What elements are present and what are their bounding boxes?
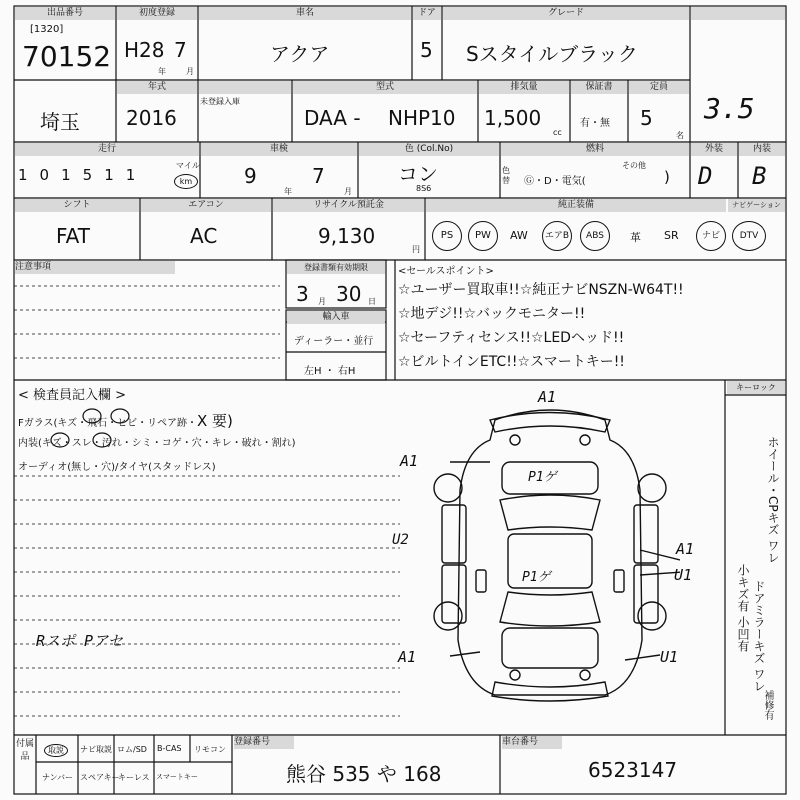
warranty-label: 保証書	[571, 81, 627, 94]
fuel-other-label: その他	[622, 161, 646, 170]
fuel-close: )	[664, 168, 670, 186]
inspector-audio: オーディオ(無し・穴)/タイヤ(スタッドレス)	[18, 462, 216, 473]
inspector-interior: 内装(キズ・スレ・汚れ・シミ・コゲ・穴・キレ・破れ・割れ)	[18, 438, 296, 449]
diagram-mark-p1-front: P1ゲ	[528, 470, 557, 485]
color-code: 8S6	[416, 184, 432, 193]
equip-ps-icon: PS	[432, 221, 462, 251]
color-change: 色替	[502, 166, 510, 185]
lot-number: 70152	[22, 40, 112, 73]
first-reg-month: 7	[174, 38, 187, 62]
exterior-label: 外装	[691, 143, 737, 156]
aircon-label: エアコン	[141, 199, 271, 212]
accessory-spare-key: スペアキー	[80, 773, 120, 782]
first-reg-label: 初度登録	[117, 7, 197, 20]
lot-venue: [1320]	[30, 24, 64, 35]
shift-label: シフト	[15, 199, 139, 212]
import-handle: 左H ・ 右H	[304, 366, 356, 377]
first-reg-tsuki: 月	[186, 67, 194, 76]
score-value: 3.5	[704, 92, 755, 125]
mileage-label: 走行	[15, 143, 199, 156]
region: 埼玉	[40, 110, 80, 134]
car-body-diagram	[420, 400, 680, 720]
accessory-remote: リモコン	[194, 745, 226, 754]
accessory-navi-manual: ナビ取説	[80, 745, 112, 754]
inspector-fglass: Fガラス(キズ・飛石・ヒビ・リペア跡・X 要)	[18, 412, 233, 430]
doors-label: ドア	[413, 7, 441, 20]
model-year: 2016	[126, 106, 177, 130]
car-name: アクア	[270, 42, 330, 66]
inspection-year: 9	[244, 164, 257, 188]
reg-note: 未登録入庫	[200, 97, 240, 106]
dereg-hi: 日	[368, 297, 376, 306]
plate-label: 登録番号	[234, 736, 294, 749]
color-label: 色 (Col.No)	[359, 143, 499, 156]
capacity-unit: 名	[676, 131, 684, 140]
diagram-mark-p1-rear: P1ゲ	[522, 570, 551, 585]
side-note-3: 小キズ有 小凹有	[736, 564, 750, 652]
first-reg-era: H28	[124, 38, 165, 62]
car-grade: Sスタイルブラック	[466, 42, 638, 66]
equip-aw: AW	[510, 229, 528, 242]
accessory-plate: ナンバー	[42, 773, 74, 782]
model-year-label: 年式	[117, 81, 197, 94]
diagram-mark-a1-bottom: A1	[398, 648, 417, 666]
equip-airbag-icon: エアB	[542, 221, 572, 251]
plate-number: 熊谷 535 や 168	[286, 762, 442, 786]
grade-label: グレード	[443, 7, 689, 20]
car-name-label: 車名	[199, 7, 411, 20]
diagram-mark-a1-top: A1	[538, 388, 557, 406]
equip-navi-icon: ナビ	[696, 221, 726, 251]
equip-leather: 革	[630, 231, 641, 244]
capacity-label: 定員	[629, 81, 689, 94]
accessory-keyless: キーレス	[118, 773, 150, 782]
fglass-mark: X 要)	[196, 412, 233, 430]
car-doors: 5	[420, 38, 433, 62]
equip-abs-icon: ABS	[580, 221, 610, 251]
displacement-unit: cc	[553, 128, 562, 137]
recycle-unit: 円	[412, 245, 420, 254]
recycle-value: 9,130	[318, 224, 376, 248]
interior-label: 内装	[739, 143, 785, 156]
model-prefix: DAA -	[304, 106, 361, 130]
import-type: ディーラー・並行	[294, 336, 374, 347]
mileage-digits: 101511	[18, 166, 148, 184]
mileage-km-unit: km	[174, 174, 198, 189]
diagram-mark-a1-left: A1	[400, 452, 419, 470]
side-note-1: ホイール・CPキズ ワレ	[766, 436, 780, 564]
diagram-mark-a1-right: A1	[676, 540, 695, 558]
diagram-mark-u1-bottom: U1	[660, 648, 679, 666]
side-note-4: 補修有	[762, 690, 773, 720]
sales-point-line: ☆ユーザー買取車!!☆純正ナビNSZN-W64T!!	[398, 282, 684, 298]
aircon-value: AC	[190, 224, 218, 248]
inspection-nen: 年	[284, 187, 292, 196]
inspection-label: 車検	[201, 143, 357, 156]
chassis-number: 6523147	[588, 758, 678, 782]
displacement-label: 排気量	[479, 81, 569, 94]
recycle-label: リサイクル預託金	[273, 199, 424, 212]
sales-point-line: ☆地デジ!!☆バックモニター!!	[398, 306, 586, 322]
notes-label: 注意事項	[15, 261, 175, 274]
reg-label	[199, 81, 291, 94]
side-note-2: ドアミラーキズ ワレ	[752, 580, 766, 692]
equip-pw-icon: PW	[468, 221, 498, 251]
capacity-value: 5	[640, 106, 653, 130]
mileage-mile-unit: マイル	[176, 161, 200, 170]
accessory-label: 付属品	[16, 739, 35, 762]
chassis-label: 車台番号	[502, 736, 562, 749]
sales-point-line: ☆ビルトインETC!!☆スマートキー!!	[398, 354, 625, 370]
fuel-options: Ⓖ・D・電気(	[524, 176, 586, 187]
warranty-value: 有・無	[580, 118, 610, 129]
inspector-title: < 検査員記入欄 >	[18, 388, 127, 403]
displacement-value: 1,500	[484, 106, 542, 130]
dereg-month: 3	[296, 282, 309, 306]
model-code: NHP10	[388, 106, 456, 130]
sales-points-list	[398, 278, 684, 374]
interior-grade: B	[752, 162, 767, 190]
diagram-mark-u1-right: U1	[674, 566, 693, 584]
color-name: コン	[398, 162, 438, 186]
accessory-bcas: B-CAS	[157, 744, 182, 753]
inspection-tsuki: 月	[344, 187, 352, 196]
equip-dtv-icon: DTV	[732, 221, 766, 251]
inspection-month: 7	[312, 164, 325, 188]
sales-point-line: ☆セーフティセンス!!☆LEDヘッド!!	[398, 330, 625, 346]
accessory-smart-key: スマートキー	[156, 773, 198, 781]
equip-sr: SR	[664, 229, 679, 242]
sales-points-label: <セールスポイント>	[398, 266, 494, 277]
lot-label: 出品番号	[15, 7, 115, 20]
dereg-day: 30	[336, 282, 362, 306]
equipment-label: 純正装備	[426, 199, 726, 212]
model-type-label: 型式	[293, 81, 477, 94]
first-reg-nen: 年	[158, 67, 166, 76]
accessory-manual: 取説	[44, 744, 68, 757]
accessory-rom-sd: ロム/SD	[117, 745, 147, 754]
exterior-grade: D	[698, 162, 713, 190]
navi-label: ナビゲーション	[728, 199, 785, 212]
diagram-mark-u2: U2	[392, 532, 409, 548]
score-label	[691, 7, 785, 20]
inspector-handwritten: Rスポ Pアセ	[36, 632, 123, 650]
shift-value: FAT	[56, 224, 91, 248]
import-label: 輸入車	[287, 311, 385, 324]
dereg-tsuki: 月	[318, 297, 326, 306]
keylock-label: キーロック	[727, 381, 785, 394]
dereg-label: 登録書類有効期限	[287, 261, 385, 274]
fuel-label: 燃料	[501, 143, 689, 156]
